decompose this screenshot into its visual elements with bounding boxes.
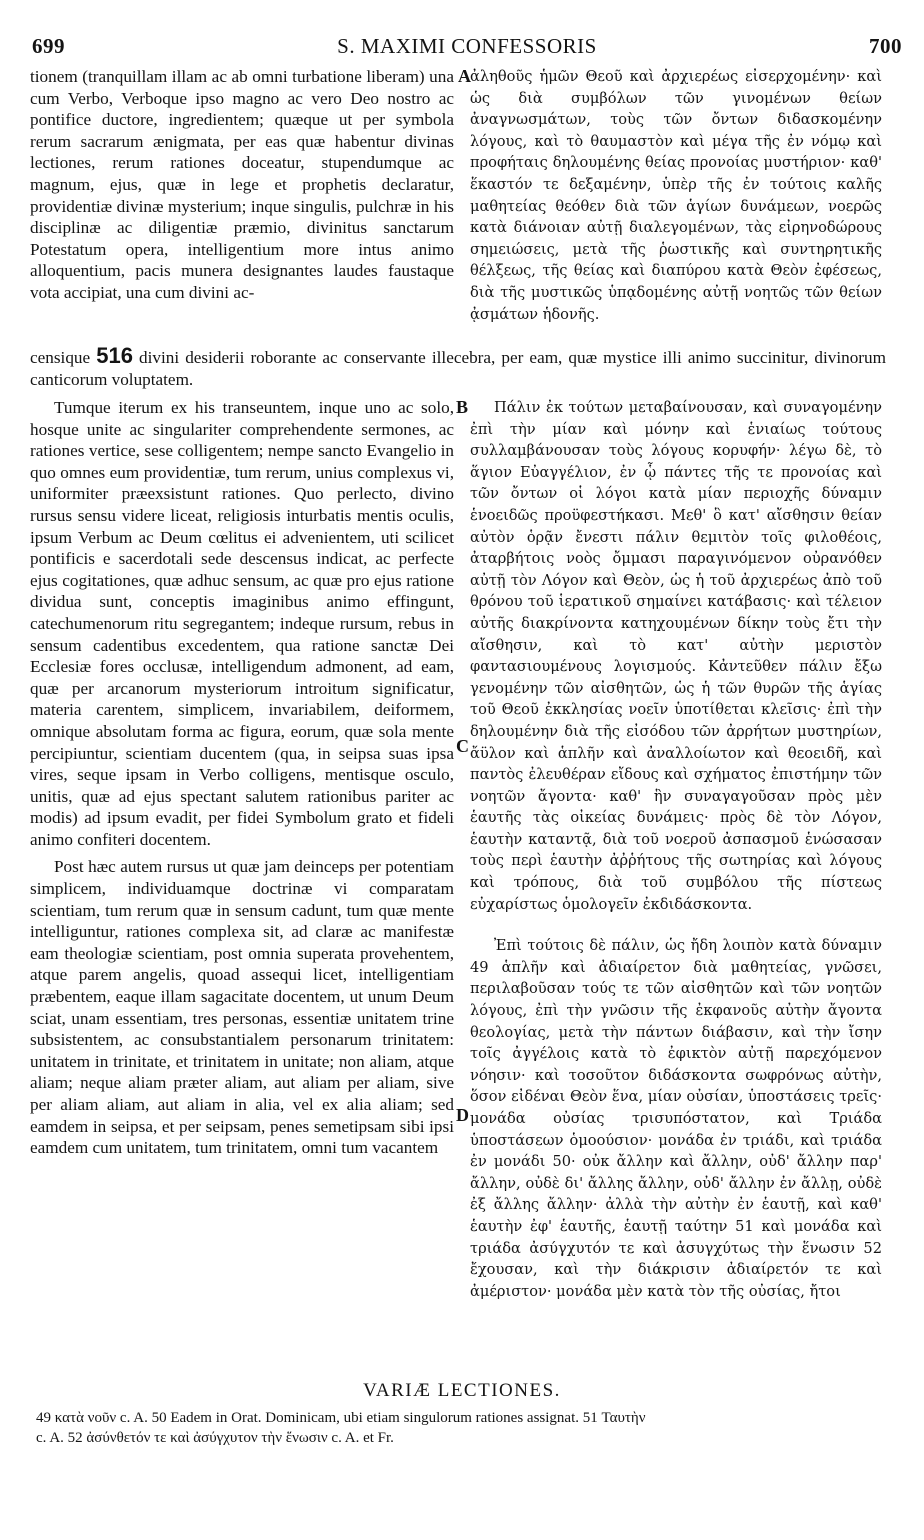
- latin-full-width-continuation: [30, 345, 886, 390]
- page-number-right: 700: [869, 34, 902, 58]
- margin-letter-c: C: [456, 736, 469, 756]
- latin-column-section-2: [30, 397, 454, 1159]
- variae-lectiones-line-1: 49 κατὰ νοῦν c. A. 50 Eadem in Orat. Dominicam, ubi etiam singulorum rationes assignat. 51 Ταυτὴν: [36, 1410, 646, 1426]
- column-number: 516: [96, 343, 133, 368]
- greek-paragraph-2: Πάλιν ἐκ τούτων μεταβαίνουσαν, καὶ συναγομένην ἐπὶ τὴν μίαν καὶ μόνην καὶ ἑνιαίως τούτους συλλαμβάνουσαν τοὺς λόγους κορυφήν· λέγω δὲ, τὸ ἅγιον Εὐαγγέλιον, ἐν ᾧ πάντες τῆς τε προνοίας καὶ τῶν ὄντων οἱ λόγοι κατὰ μίαν περιοχῆς δύναμιν ἑνοειδῶς προϋφεστήκασι. Μεθ' ὃ κατ' αἴσθησιν θείαν αὐτὸν ὁρᾷν ἔνεστι πάλιν θεμιτὸν τοῖς φιλοθέοις, ἀταρβήτοις νοὸς ὄμμασι παραγινόμενον οὐρανόθεν αὐτῇ τὸν Λόγον καὶ Θεὸν, ὡς ἡ τοῦ ἀρχιερέως ἀπὸ τοῦ θρόνου τοῦ ἱερατικοῦ σημαίνει κατάβασις· καὶ τέλειον αὐτῆς διακρίνοντα κατηχουμένων δίκην τοὺς ἔτι τὴν αἴσθησιν, καὶ τὸ κατ' αὐτὴν μεριστὸν φαντασιουμένους λογισμούς. Κἀντεῦθεν πάλιν ἔξω γενομένην τῶν αἰσθητῶν, ὡς ἡ τῶν θυρῶν τῆς ἁγίας τοῦ Θεοῦ ἐκκλησίας νοεῖν ὑποτίθεται κλεῖσις· ἐπὶ τὴν δηλουμένην διὰ τῆς εἰσόδου τῶν ἀρρήτων μυστηρίων, ἄϋλον καὶ ἁπλῆν καὶ ἀναλλοίωτον καὶ θεοειδῆ, καὶ παντὸς ἐλευθέραν εἴδους καὶ σχήματος ἐπιστήμην τῶν νοητῶν ἄγοντα· καθ' ἣν συναγαγοῦσαν πρὸς μὲν ἑαυτῆς τὰς οἰκείας δυνάμεις· πρὸς δὲ τὸν Λόγον, ἑαυτὴν καταντᾷ, διὰ τοῦ νοεροῦ ἀσπασμοῦ ἑνώσασαν τοὺς περὶ ἑαυτὴν ἀῤῥήτους τῆς σωτηρίας καὶ λόγους καὶ τρόπους, διὰ τοῦ συμβόλου τῆς πίστεως εὐχαρίστως ὁμολογεῖν ἐκδιδάσκοντα.: [470, 399, 882, 913]
- greek-column-section-1: [470, 66, 882, 325]
- margin-letter-a: A: [458, 66, 471, 86]
- variae-lectiones-title: VARIÆ LECTIONES.: [363, 1380, 561, 1401]
- variae-lectiones-line-2: c. A. 52 ἀσύνθετόν τε καὶ ἀσύγχυτον τὴν ἕνωσιν c. A. et Fr.: [36, 1430, 394, 1446]
- margin-letter-d: D: [456, 1105, 469, 1125]
- running-header: [32, 34, 902, 64]
- latin-paragraph-3: Post hæc autem rursus ut quæ jam deinceps per potentiam simplicem, individuamque doctrinæ vi comparatam scientiam, tum rerum quæ in sensum cadunt, tum quæ mente intelliguntur, rationes complexa sit, ad claræ ac manifestæ eam theologiæ scientiam, post omnia superata provehentem, atque parem angelis, quoad assequi licet, intelligentiam præbentem, eaque illam sagacitate docentem, ut unum Deum sciat, unam essentiam, tres personas, essentiæ unitatem trine subsistentem, ac consubstantialem personarum trinitatem: unitatem in trinitate, et trinitatem in unitate; non aliam, atque aliam; neque aliam præter aliam, aut aliam per aliam, sive per aliam aliam, aut aliam in alia, vel ex alia aliam; sed eamdem in seipsa, et per seipsam, penes semetipsam sibi ipsi eamdem cum unitatem, tum trinitatem, omni tum vacantem: [30, 857, 454, 1158]
- greek-paragraph-3: Ἐπὶ τούτοις δὲ πάλιν, ὡς ἤδη λοιπὸν κατὰ δύναμιν 49 ἁπλῆν καὶ ἀδιαίρετον διὰ μαθητείας, γνῶσει, περιλαβοῦσαν τούς τε τῶν αἰσθητῶν καὶ τῶν νοητῶν λόγους, ἐπὶ τὴν γνῶσιν τῆς ἐκφανοῦς αὐτὴν ἄγοντα θεολογίας, μετὰ τὴν πάντων διάβασιν, καὶ τὴν ἴσην τοῖς ἀγγέλοις κατὰ τὸ ἐφικτὸν αὐτῇ παρεχόμενον νόησιν· καὶ τοσοῦτον διδάσκοντα σωφρόνως αὐτὴν, ὅσον εἰδέναι Θεὸν ἕνα, μίαν οὐσίαν, ὑποστάσεις τρεῖς· μονάδα οὐσίας τρισυπόστατον, καὶ Τριάδα ὑποστάσεων ὁμοούσιον· μονάδα ἐν τριάδι, καὶ τριάδα ἐν μονάδι 50· οὐκ ἄλλην καὶ ἄλλην, οὐδ' ἄλλην παρ' ἄλλην, οὐδὲ δι' ἄλλης ἄλλην, οὐδ' ἄλλην ἐν ἄλλῃ, οὐδὲ ἐξ ἄλλης ἄλλην· ἀλλὰ τὴν αὐτὴν ἐν ἑαυτῇ, καὶ καθ' ἑαυτὴν ἐφ' ἑαυτῆς, ἑαυτῇ ταύτην 51 καὶ μονάδα καὶ τριάδα ἀσύγχυτόν τε καὶ ἀσυγχύτως τὴν ἕνωσιν 52 ἔχουσαν, καὶ τὴν διάκρισιν ἀδιαίρετόν τε καὶ ἀμέριστον· μονάδα μὲν κατὰ τὸν τῆς οὐσίας, ἤτοι: [470, 937, 882, 1300]
- latin-paragraph-1: tionem (tranquillam illam ac ab omni turbatione liberam) una cum Verbo, Verboque ipso magno ac vero Deo nostro ac pontifice ductore, ingredientem; quæque ut per symbola rerum sacrarum ænigmata, per eas quæ habentur divinas lectiones, rerum rationes doceatur, stupendumque ac magnum, ejus, quæ in lege et prophetis declaratur, providentiæ divinæ mysterium; inque singulis, pulchræ in his disciplinæ ac diligentiæ præmio, divinitus sanctarum Potestatum opera, intelligentium more intus animo alloquentium, pacis munera designantes laudes faustaque vota accipiat, una cum divini ac-: [30, 67, 454, 302]
- latin-paragraph-2: Tumque iterum ex his transeuntem, inque uno ac solo, hosque unite ac singulariter comprehendente sermones, ac rationes vertice, sese colligentem; nempe sancto Evangelio in quo omnes eum providentiæ, tum rerum, unius complexus vi, uniformiter præexsistunt rationes. Quo perlecto, divino rursus sensu videre liceat, religiosis inturbatis mentis oculis, ipsum Verbum ac Deum cœlitus ei advenientem, uti scilicet pontificis e sacerdotali sede descensus indicat, ac perfecte ejus cogitationes, quæ adhuc sensum, ac quæ pro ejus ratione dividua sunt, conceptis imaginibus animo effingunt, catechumenorum ritu segregantem; indeque rursum, rebus in sensum cadentibus excedentem, qua ratione sanctæ Dei Ecclesiæ fores occlusæ, intelligendum admonent, ad eam, quæ per arcanorum mysteriorum introitum significatur, materia carentem, simplicem, invariabilem, deiformem, omnique absolutam forma ac figura, eorum, quæ sola mente percipiuntur, scientiam ducentem (qua, in seipsa suas ipsa vires, seque ipsam in Verbo colligens, mentisque osculo, unitis, quæ ad ejus spectant salutem rationibus pariter ac modis) ad ipsum evadit, per fidei Symbolum grato et fideli animo confiteri docentem.: [30, 398, 454, 849]
- latin-column-section-1: [30, 66, 454, 304]
- page-number-left: 699: [32, 34, 65, 58]
- latin-continuation-a: censique: [30, 348, 91, 367]
- latin-continuation-b: divini desiderii roborante ac conservante illecebra, per eam, quæ mystice illi animo succinitur, divinorum canticorum voluptatem.: [30, 348, 886, 389]
- running-title: S. MAXIMI CONFESSORIS: [337, 34, 597, 58]
- greek-column-section-2: [470, 397, 882, 1302]
- greek-paragraph-1: ἀληθοῦς ἡμῶν Θεοῦ καὶ ἀρχιερέως εἰσερχομένην· καὶ ὡς διὰ συμβόλων τῶν γινομένων θείων ἀναγνωσμάτων, τοὺς τῶν ὄντων διδασκομένην λόγους, καὶ τὸ θαυμαστὸν καὶ μέγα τῆς ἐν νόμῳ καὶ προφήταις δηλουμένης θείας προνοίας μυστήριον· καθ' ἕκαστόν τε δεξαμένην, ὑπὲρ τῆς ἐν τούτοις καλῆς μαθητείας θεόθεν διὰ τῶν ἁγίων δυνάμεων, νοερῶς κατὰ διάνοιαν αὐτῇ διαλεγομένων, τὰς εἰρηνοδώρους σημειώσεις, μετὰ τῆς ῥωστικῆς καὶ συντηρητικῆς θέλξεως, τῆς θείας καὶ διαπύρου κατὰ Θεὸν ἐφέσεως, διὰ τῆς μυστικῶς ὑπᾳδομένης αὐτῇ νοητῶς τῶν θείων ᾀσμάτων ἡδονῆς.: [470, 68, 882, 323]
- margin-letter-b: B: [456, 397, 469, 417]
